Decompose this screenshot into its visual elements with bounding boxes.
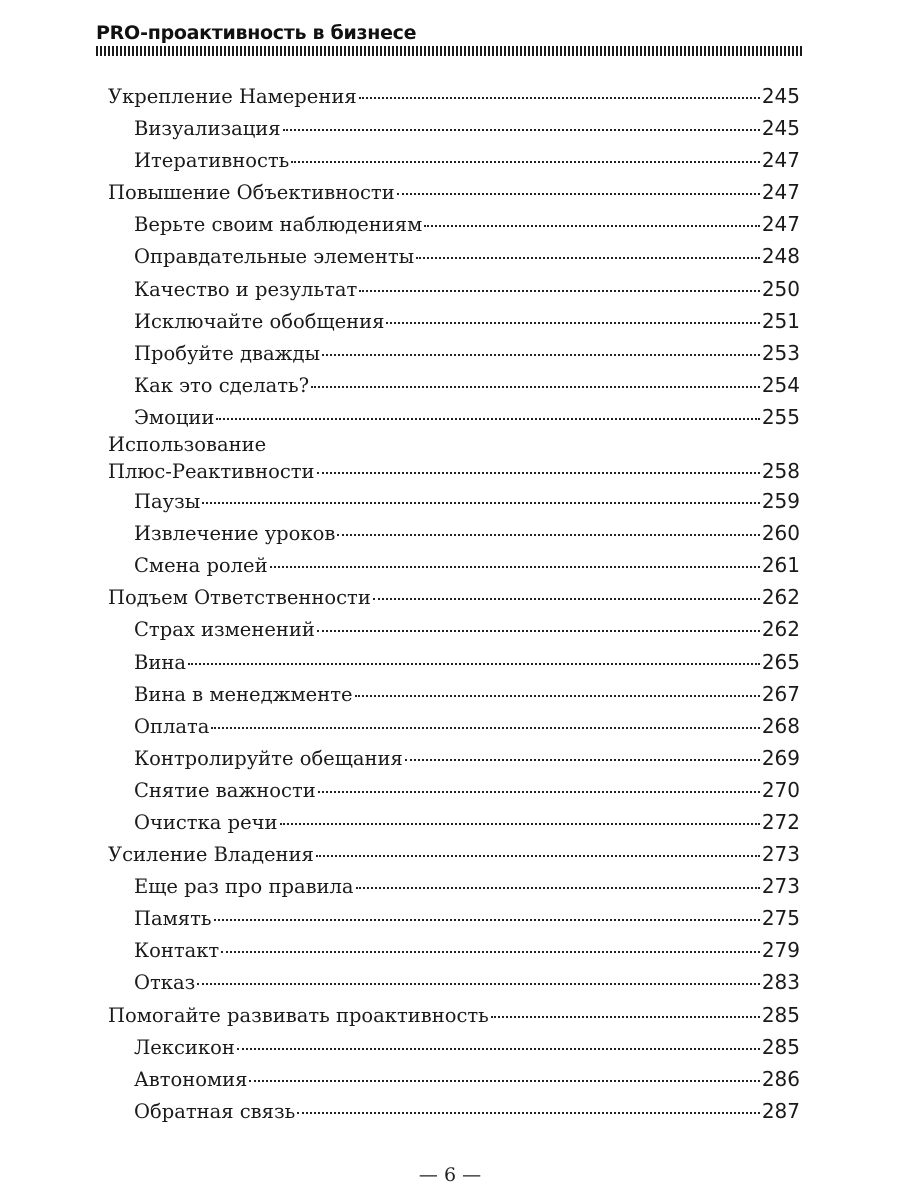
toc-page-number: 272 [761,809,800,834]
toc-page-number: 279 [761,938,800,963]
toc-page-number: 245 [761,84,800,108]
toc-page-number: 259 [761,489,800,514]
dot-leader [373,598,760,600]
toc-entry-label: Извлечение уроков [134,522,336,546]
toc-subsection-entry [108,369,800,401]
toc-entry-label: Оплата [134,714,210,738]
dot-leader [318,791,760,793]
toc-page-number: 270 [761,777,800,802]
toc-page-number: 262 [761,617,800,642]
dot-leader [197,983,760,985]
toc-page-number: 267 [761,681,800,706]
dot-leader [316,855,760,857]
toc-subsection-entry [108,806,800,838]
dot-leader [249,1080,759,1082]
toc-entry-label: Контакт [134,939,220,963]
page-number: — 6 — [418,1164,482,1186]
dot-leader [397,193,760,195]
toc-entry-label: Как это сделать? [134,373,310,397]
toc-page-number: 275 [761,906,800,931]
toc-subsection-entry [108,485,800,517]
dot-leader [291,161,760,163]
toc-entry-label: Усиление Владения [108,843,314,867]
toc-page-number: 273 [761,874,800,899]
toc-entry-label: Страх изменений [134,618,315,642]
dot-leader [280,823,760,825]
toc-page-number: 260 [761,521,800,546]
toc-subsection-entry [108,870,800,902]
toc-page-number: 286 [761,1066,800,1091]
toc-entry-label: Память [134,907,212,931]
toc-page-number: 247 [761,180,800,205]
dot-leader [311,386,760,388]
toc-page-number: 269 [761,745,800,770]
dot-leader [237,1048,760,1050]
toc-subsection-entry [108,144,800,176]
toc-page-number: 247 [761,212,800,237]
toc-subsection-entry [108,902,800,934]
toc-subsection-entry [108,337,800,369]
toc-entry-label: Повышение Объективности [108,181,395,205]
toc-entry-label: Автономия [134,1067,248,1091]
dot-leader [405,759,760,761]
toc-page-number: 285 [761,1034,800,1059]
toc-page-number: 255 [761,404,800,429]
toc-entry-label: Исключайте обобщения [134,309,385,333]
dot-leader [359,97,760,99]
dot-leader [216,418,759,420]
toc-subsection-entry [108,774,800,806]
toc-entry-label: Верьте своим наблюдениям [134,213,423,237]
toc-entry-label: Снятие важности [134,778,316,802]
toc-page-number: 268 [761,713,800,738]
toc-entry-label: Помогайте развивать проактивность [108,1003,489,1027]
toc-page-number: 287 [761,1098,800,1123]
toc-entry-label: Использование [108,433,267,457]
toc-entry-label: Обратная связь [134,1099,296,1123]
toc-entry-label: Оправдательные элементы [134,245,415,269]
dot-leader [424,225,760,227]
toc-entry-label: Лексикон [134,1035,235,1059]
toc-page-number: 285 [761,1002,800,1027]
toc-page-number: 250 [761,276,800,301]
toc-entry-label: Паузы [134,490,201,514]
dot-leader [270,566,760,568]
toc-entry-label: Очистка речи [134,810,278,834]
toc-entry-label: Укрепление Намерения [108,85,357,108]
dot-leader [337,534,759,536]
toc-page-number: 245 [761,116,800,141]
toc-entry-label: Смена ролей [134,554,268,578]
toc-section-entry [108,433,800,485]
dot-leader [202,502,760,504]
toc-page-number: 251 [761,308,800,333]
toc-section-entry [108,80,800,112]
toc-subsection-entry [108,549,800,581]
toc-page-number: 253 [761,340,800,365]
header-dotted-rule [96,46,804,56]
toc-section-entry [108,838,800,870]
toc-subsection-entry [108,1095,800,1127]
toc-entry-label: Пробуйте дважды [134,341,321,365]
toc-subsection-entry [108,208,800,240]
toc-page-number: 283 [761,970,800,995]
toc-entry-label: Контролируйте обещания [134,746,403,770]
book-title: PRO-проактивность в бизнесе [96,22,417,44]
dot-leader [322,354,760,356]
dot-leader [317,630,760,632]
dot-leader [297,1112,760,1114]
toc-page-number: 265 [761,649,800,674]
dot-leader [211,727,759,729]
toc-subsection-entry [108,240,800,272]
toc-subsection-entry [108,934,800,966]
toc-entry-label: Подъем Ответственности [108,586,371,610]
toc-subsection-entry [108,517,800,549]
toc-subsection-entry [108,966,800,998]
dot-leader [359,290,760,292]
toc-entry-label: Качество и результат [134,277,358,301]
toc-section-entry [108,581,800,613]
toc-section-entry [108,176,800,208]
toc-entry-label: Отказ [134,971,196,995]
dot-leader [188,663,760,665]
toc-entry-label: Вина в менеджменте [134,682,353,706]
dot-leader [416,257,760,259]
toc-subsection-entry [108,273,800,305]
dot-leader [491,1016,760,1018]
toc-page-number: 273 [761,842,800,867]
toc-subsection-entry [108,742,800,774]
toc-entry-label: Еще раз про правила [134,875,354,899]
dot-leader [214,919,760,921]
toc-page-number: 261 [761,553,800,578]
toc-subsection-entry [108,1031,800,1063]
toc-section-entry [108,999,800,1031]
toc-subsection-entry [108,1063,800,1095]
toc-subsection-entry [108,646,800,678]
toc-entry-label: Итеративность [134,149,290,173]
toc-subsection-entry [108,112,800,144]
toc-page-number: 258 [761,459,800,484]
toc-entry-continuation [108,457,800,485]
toc-page-number: 254 [761,372,800,397]
toc-subsection-entry [108,305,800,337]
running-head [96,20,804,56]
toc-subsection-entry [108,401,800,433]
toc-page-number: 248 [761,244,800,269]
toc-entry-label: Визуализация [134,117,281,141]
toc-page-number: 262 [761,585,800,610]
dot-leader [221,951,760,953]
dot-leader [356,887,760,889]
toc-subsection-entry [108,613,800,645]
dot-leader [386,322,759,324]
dot-leader [317,472,760,474]
toc-entry-label: Вина [134,650,186,674]
dot-leader [283,129,760,131]
dot-leader [355,695,760,697]
toc-page-number: 247 [761,148,800,173]
toc-subsection-entry [108,710,800,742]
toc-subsection-entry [108,678,800,710]
toc-entry-label: Эмоции [134,405,215,429]
table-of-contents [108,80,800,1127]
toc-entry-label-line2: Плюс-Реактивности [108,460,315,484]
